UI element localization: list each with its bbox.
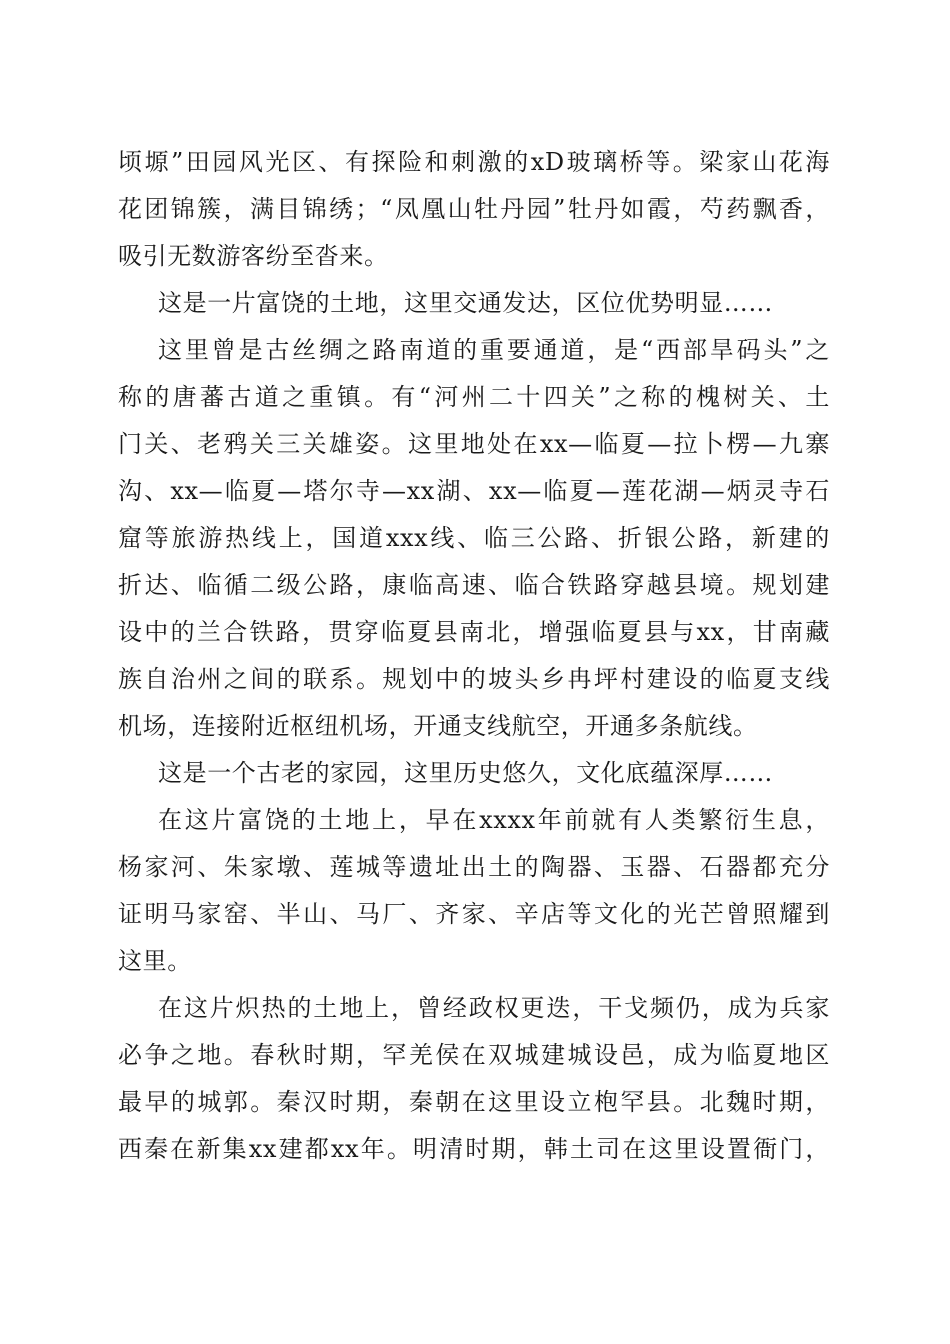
text-line: 门关、老鸦关三关雄姿。这里地处在xx—临夏—拉卜楞—九寨	[118, 430, 830, 458]
text-line: 在这片炽热的土地上，曾经政权更迭，干戈频仍，成为兵家	[158, 994, 830, 1022]
text-line: 西秦在新集xx建都xx年。明清时期，韩土司在这里设置衙门，	[118, 1135, 830, 1163]
text-line: 这是一片富饶的土地，这里交通发达，区位优势明显……	[158, 289, 773, 317]
text-line: 这是一个古老的家园，这里历史悠久，文化底蕴深厚……	[158, 759, 773, 787]
text-line: 沟、xx—临夏—塔尔寺—xx湖、xx—临夏—莲花湖—炳灵寺石	[118, 477, 830, 505]
text-line: 吸引无数游客纷至沓来。	[118, 242, 389, 270]
text-line: 顷塬”田园风光区、有探险和刺激的xD玻璃桥等。梁家山花海	[118, 148, 830, 176]
text-line: 这里曾是古丝绸之路南道的重要通道，是“西部旱码头”之	[158, 336, 830, 364]
text-line: 折达、临循二级公路，康临高速、临合铁路穿越县境。规划建	[118, 571, 830, 599]
text-line: 设中的兰合铁路，贯穿临夏县南北，增强临夏县与xx，甘南藏	[118, 618, 830, 646]
text-line: 窟等旅游热线上，国道xxx线、临三公路、折银公路，新建的	[118, 524, 830, 552]
text-line: 证明马家窑、半山、马厂、齐家、辛店等文化的光芒曾照耀到	[118, 900, 830, 928]
text-line: 花团锦簇，满目锦绣；“凤凰山牡丹园”牡丹如霞，芍药飘香，	[118, 195, 830, 223]
text-line: 必争之地。春秋时期，罕羌侯在双城建城设邑，成为临夏地区	[118, 1041, 830, 1069]
text-line: 在这片富饶的土地上，早在xxxx年前就有人类繁衍生息，	[158, 806, 830, 834]
text-line: 这里。	[118, 947, 192, 975]
text-line: 最早的城郭。秦汉时期，秦朝在这里设立枹罕县。北魏时期，	[118, 1088, 830, 1116]
text-line: 族自治州之间的联系。规划中的坡头乡冉坪村建设的临夏支线	[118, 665, 830, 693]
text-line: 称的唐蕃古道之重镇。有“河州二十四关”之称的槐树关、土	[118, 383, 830, 411]
text-line: 机场，连接附近枢纽机场，开通支线航空，开通多条航线。	[118, 712, 758, 740]
body-text	[118, 139, 830, 1173]
text-line: 杨家河、朱家墩、莲城等遗址出土的陶器、玉器、石器都充分	[118, 853, 830, 881]
